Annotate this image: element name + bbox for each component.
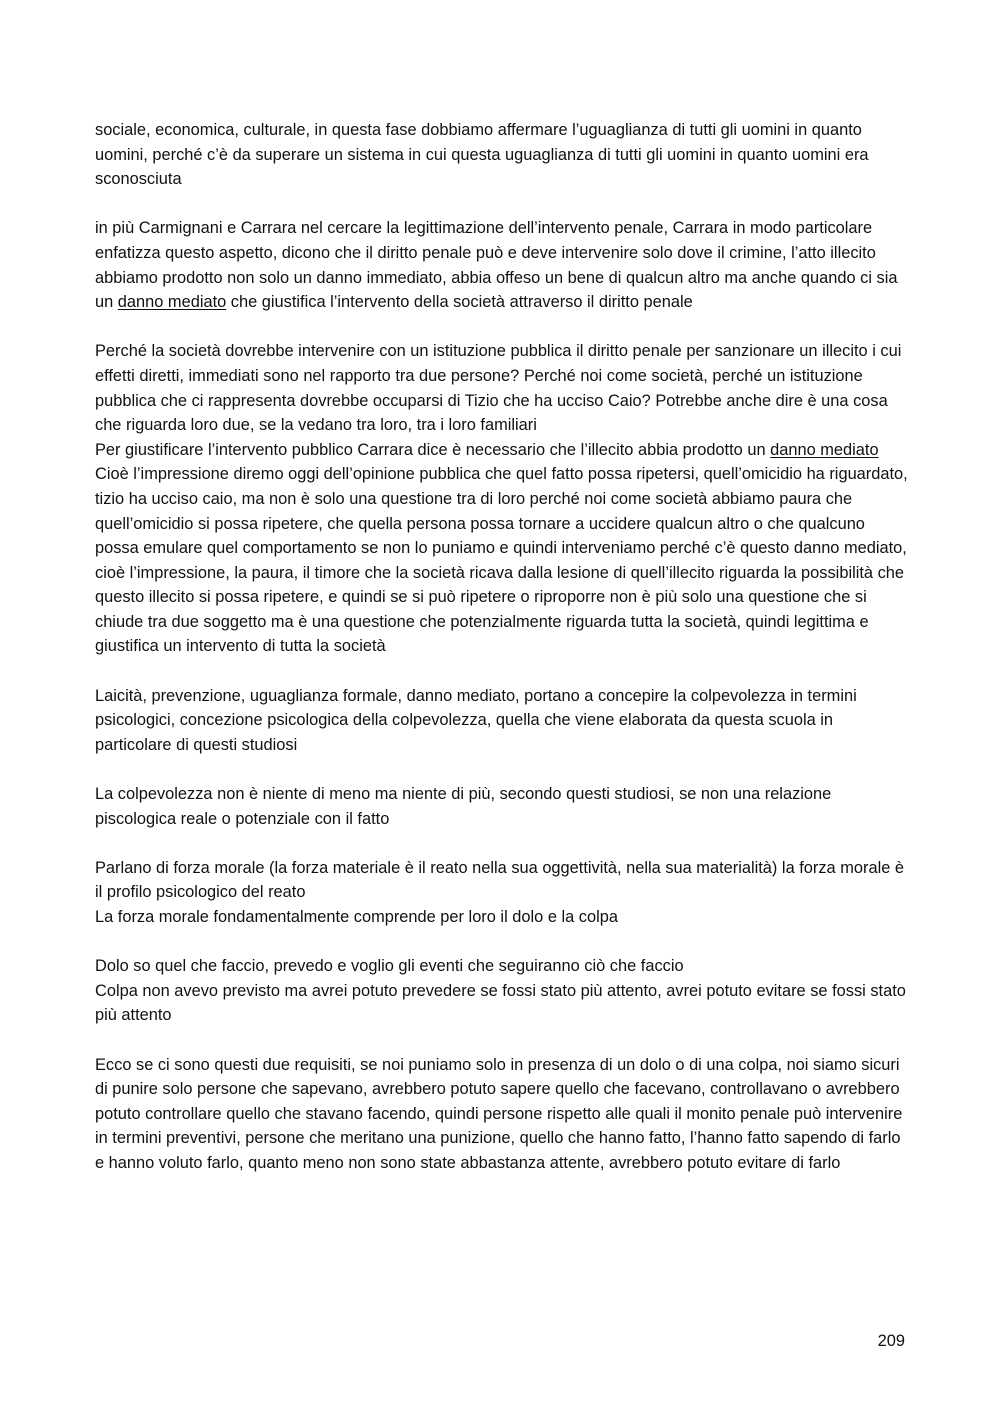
paragraph [95,462,910,659]
paragraph-text: in più Carmignani e Carrara nel cercare la legittimazione dell’intervento penale, Carrara in modo particolare enfatizza questo aspetto, dicono che il diritto penale può e deve intervenire solo dove il crimine, l’atto illecito abbiamo prodotto non solo un danno immediato, abbia offeso un bene di qualcun altro ma anche quando ci sia un [95,219,898,312]
paragraph-text: Laicità, prevenzione, uguaglianza formale, danno mediato, portano a concepire la colpevolezza in termini psicologici, concezione psicologica della colpevolezza, quella che viene elaborata da questa scuola in particolare di questi studiosi [95,686,857,754]
paragraph-text: Dolo so quel che faccio, prevedo e voglio gli eventi che seguiranno ciò che faccio [95,957,684,976]
paragraph [95,1053,910,1176]
paragraph-text: Ecco se ci sono questi due requisiti, se noi puniamo solo in presenza di un dolo o di una colpa, noi siamo sicuri di punire solo persone che sapevano, avrebbero potuto sapere quello che facevano, controllavano o avrebbero potuto controllare quello che stavano facendo, quindi persone rispetto alle quali il monito penale può intervenire in termini preventivi, persone che meritano una punizione, quello che hanno fatto, l’hanno fatto sapendo di farlo e hanno voluto farlo, quanto meno non sono state abbastanza attente, avrebbero potuto evitare di farlo [95,1055,903,1172]
paragraph [95,954,910,979]
paragraph-text: che giustifica l’intervento della società attraverso il diritto penale [226,293,693,312]
paragraph [95,979,910,1028]
paragraph-text: Perché la società dovrebbe intervenire con un istituzione pubblica il diritto penale per sanzionare un illecito i cui effetti diretti, immediati sono nel rapporto tra due persone? Perché noi come società, perché un istituzione pubblica che ci rappresenta dovrebbe occuparsi di Tizio che ha ucciso Caio? Potrebbe anche dire è una cosa che riguarda loro due, se la vedano tra loro, tra i loro familiari [95,342,902,435]
paragraph [95,684,910,758]
paragraph-text: La forza morale fondamentalmente comprende per loro il dolo e la colpa [95,908,618,926]
paragraph-text: Colpa non avevo previsto ma avrei potuto prevedere se fossi stato più attento, avrei potuto evitare se fossi stato più attento [95,981,906,1025]
paragraph [95,339,910,437]
paragraph-text: sociale, economica, culturale, in questa fase dobbiamo affermare l’uguaglianza di tutti gli uomini in quanto uomini, perché c’è da superare un sistema in cui questa uguaglianza di tutti gli uomini in quanto uomini era sconosciuta [95,121,869,189]
paragraph-text: Per giustificare l’intervento pubblico Carrara dice è necessario che l’illecito abbia prodotto un [95,440,771,459]
page-number: 209 [877,1332,905,1350]
underlined-term: danno mediato [117,293,227,312]
paragraph [95,782,910,831]
paragraph-text: Parlano di forza morale (la forza materiale è il reato nella sua oggettività, nella sua materialità) la forza morale è il profilo psicologico del reato [95,858,904,902]
paragraph-text: La colpevolezza non è niente di meno ma niente di più, secondo questi studiosi, se non una relazione piscologica reale o potenziale con il fatto [95,785,832,828]
paragraph [95,905,910,930]
paragraph [95,216,910,314]
underlined-term: danno mediato [770,440,879,459]
paragraph [95,438,910,463]
body-text [95,118,910,1176]
paragraph [95,856,910,905]
paragraph-text: Cioè l’impressione diremo oggi dell’opinione pubblica che quel fatto possa ripetersi, quell’omicidio ha riguardato, tizio ha ucciso caio, ma non è solo una questione tra di loro perché noi come società abbiamo paura che quell’omicidio si possa ripetere, che quella persona possa tornare a uccidere qualcun altro o che qualcuno possa emulare quel comportamento se non lo puniamo e quindi interveniamo perché c’è questo danno mediato, cioè l’impressione, la paura, il timore che la società ricava dalla lesione di quell’illecito riguarda la possibilità che questo illecito si possa ripetere, e quindi se si può ripetere o riproporre non è più solo una questione che si chiude tra due soggetto ma è una questione che potenzialmente riguarda tutta la società, quindi legittima e giustifica un intervento di tutta la società [95,465,908,656]
paragraph [95,118,910,192]
